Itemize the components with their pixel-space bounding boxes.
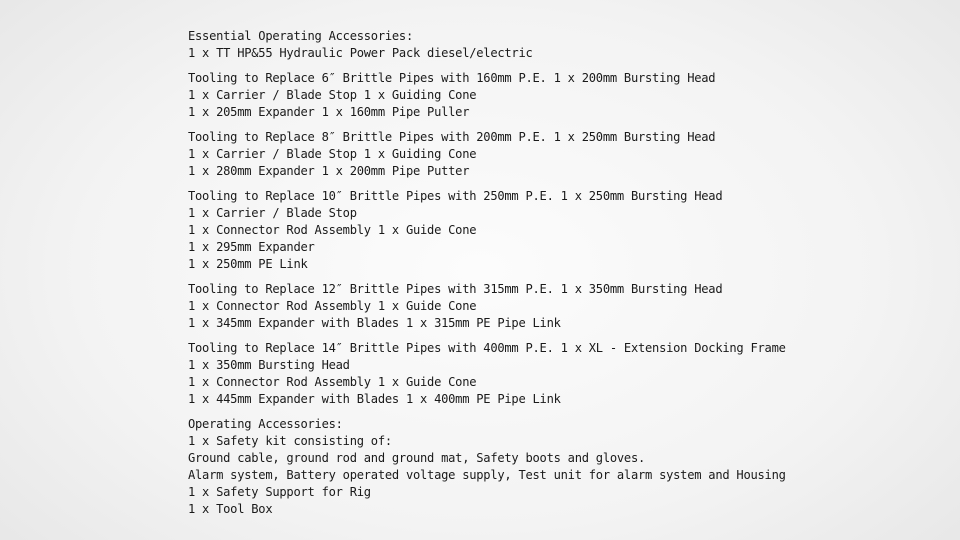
list-item: 1 x Carrier / Blade Stop 1 x Guiding Cone <box>188 147 477 161</box>
tooling-8in-section <box>188 129 948 180</box>
list-item: 1 x 205mm Expander 1 x 160mm Pipe Puller <box>188 105 470 119</box>
list-item: 1 x Connector Rod Assembly 1 x Guide Cone <box>188 223 477 237</box>
list-item: 1 x Carrier / Blade Stop <box>188 206 357 220</box>
tooling-6in-section <box>188 70 948 121</box>
list-item: 1 x TT HP&55 Hydraulic Power Pack diesel/electric <box>188 46 533 60</box>
section-heading: Tooling to Replace 6″ Brittle Pipes with 160mm P.E. 1 x 200mm Bursting Head <box>188 71 716 85</box>
list-item: 1 x 345mm Expander with Blades 1 x 315mm PE Pipe Link <box>188 316 561 330</box>
section-heading: Essential Operating Accessories: <box>188 29 413 43</box>
list-item: 1 x Connector Rod Assembly 1 x Guide Cone <box>188 299 477 313</box>
list-item: Alarm system, Battery operated voltage supply, Test unit for alarm system and Housing <box>188 468 786 482</box>
tooling-14in-section <box>188 340 948 408</box>
list-item: 1 x Carrier / Blade Stop 1 x Guiding Cone <box>188 88 477 102</box>
list-item: 1 x Safety kit consisting of: <box>188 434 392 448</box>
list-item: 1 x 350mm Bursting Head <box>188 358 350 372</box>
list-item: 1 x 280mm Expander 1 x 200mm Pipe Putter <box>188 164 470 178</box>
list-item: 1 x Tool Box <box>188 502 273 516</box>
section-heading: Tooling to Replace 8″ Brittle Pipes with 200mm P.E. 1 x 250mm Bursting Head <box>188 130 716 144</box>
list-item: 1 x Safety Support for Rig <box>188 485 371 499</box>
operating-accessories-section <box>188 416 948 518</box>
section-heading: Operating Accessories: <box>188 417 343 431</box>
list-item: 1 x Connector Rod Assembly 1 x Guide Cone <box>188 375 477 389</box>
list-item: 1 x 295mm Expander <box>188 240 315 254</box>
list-item: Ground cable, ground rod and ground mat, Safety boots and gloves. <box>188 451 646 465</box>
equipment-list-document <box>188 28 948 526</box>
essential-accessories-section <box>188 28 948 62</box>
tooling-12in-section <box>188 281 948 332</box>
list-item: 1 x 445mm Expander with Blades 1 x 400mm PE Pipe Link <box>188 392 561 406</box>
section-heading: Tooling to Replace 12″ Brittle Pipes with 315mm P.E. 1 x 350mm Bursting Head <box>188 282 723 296</box>
section-heading: Tooling to Replace 10″ Brittle Pipes with 250mm P.E. 1 x 250mm Bursting Head <box>188 189 723 203</box>
tooling-10in-section <box>188 188 948 273</box>
section-heading: Tooling to Replace 14″ Brittle Pipes with 400mm P.E. 1 x XL - Extension Docking Frame <box>188 341 786 355</box>
list-item: 1 x 250mm PE Link <box>188 257 308 271</box>
